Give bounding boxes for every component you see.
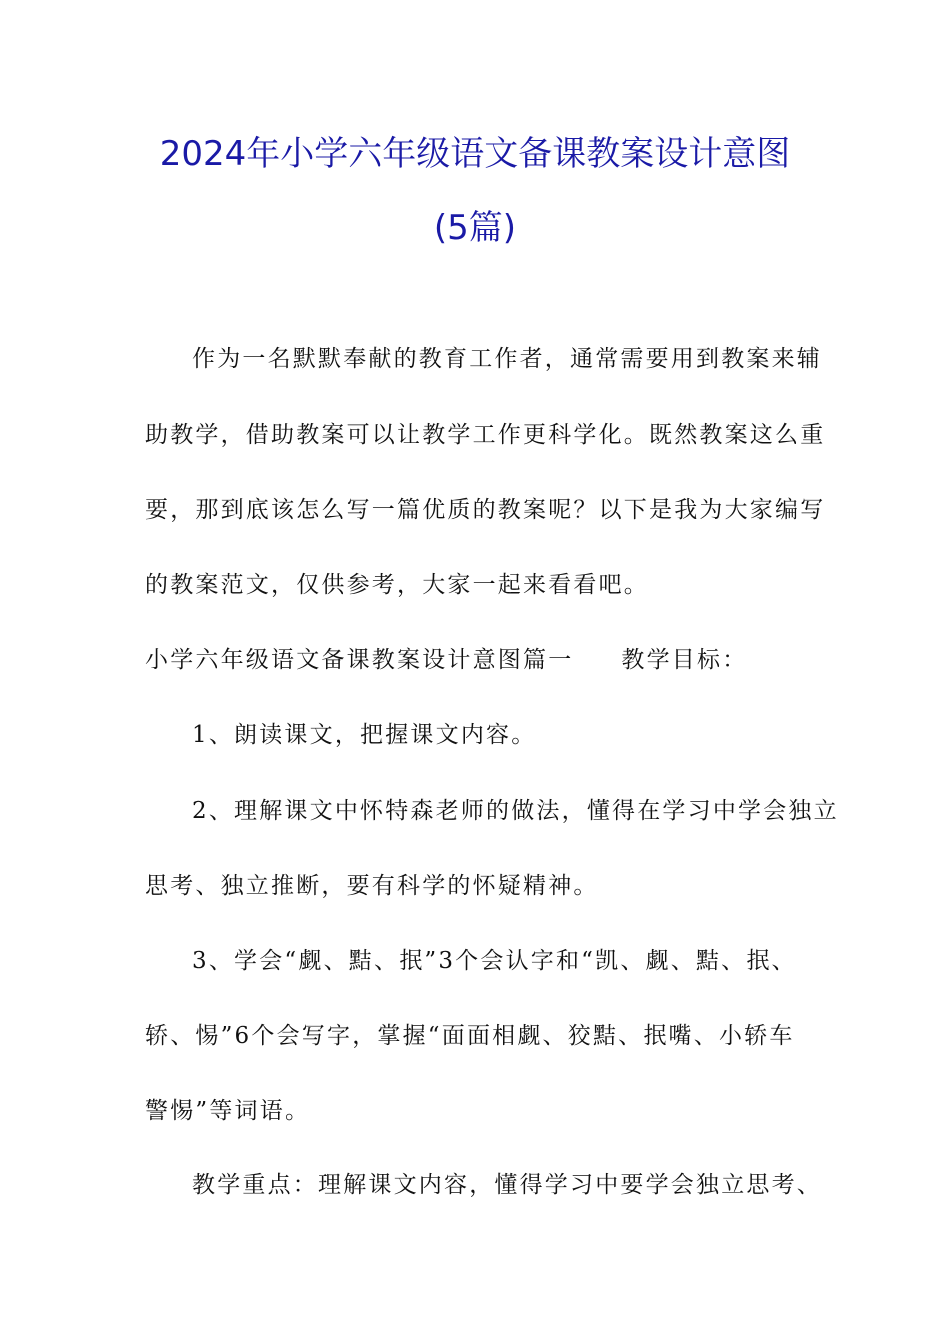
intro-line-1: 作为一名默默奉献的教育工作者，通常需要用到教案来辅 (192, 346, 822, 372)
key-point-line: 教学重点：理解课文内容，懂得学习中要学会独立思考、 (192, 1172, 822, 1198)
section-heading-line (145, 645, 825, 675)
objective-line-2: 2、理解课文中怀特森老师的做法，懂得在学习中学会独立 (192, 798, 839, 824)
document-title: 2024年小学六年级语文备课教案设计意图 (159, 134, 791, 174)
objective-line-3: 思考、独立推断，要有科学的怀疑精神。 (145, 873, 599, 899)
objective-line-6: 警惕”等词语。 (145, 1098, 311, 1124)
intro-line-2: 助教学，借助教案可以让教学工作更科学化。既然教案这么重 (145, 422, 826, 448)
section-heading: 小学六年级语文备课教案设计意图篇一 (145, 647, 574, 673)
objective-line-4: 3、学会“觑、黠、抿”3个会认字和“凯、觑、黠、抿、 (192, 948, 797, 974)
intro-line-4: 的教案范文，仅供参考，大家一起来看看吧。 (145, 572, 649, 598)
objective-line-5: 轿、惕”6个会写字，掌握“面面相觑、狡黠、抿嘴、小轿车 (145, 1023, 795, 1049)
intro-line-3: 要，那到底该怎么写一篇优质的教案呢？以下是我为大家编写 (145, 497, 826, 523)
objectives-label: 教学目标： (621, 647, 748, 673)
document-title-subtitle: (5篇) (433, 208, 517, 248)
objective-line-1: 1、朗读课文，把握课文内容。 (192, 722, 537, 748)
